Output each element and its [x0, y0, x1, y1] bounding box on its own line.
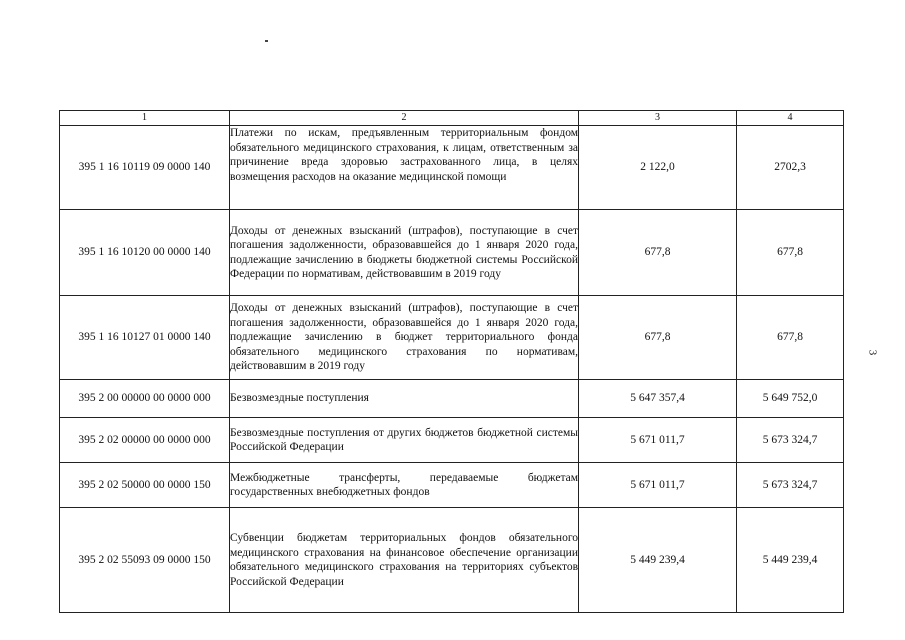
budget-code-cell: 395 2 02 55093 09 0000 150 — [60, 508, 230, 613]
budget-code-cell: 395 2 00 00000 00 0000 000 — [60, 380, 230, 418]
amount-col3-cell: 5 449 239,4 — [579, 508, 737, 613]
header-col-4: 4 — [737, 111, 844, 126]
table-header-row — [60, 111, 844, 126]
scan-artifact — [265, 40, 268, 42]
header-col-2: 2 — [230, 111, 579, 126]
header-col-1: 1 — [60, 111, 230, 126]
table-row — [60, 418, 844, 463]
amount-col3-cell: 2 122,0 — [579, 126, 737, 210]
amount-col4-cell: 2702,3 — [737, 126, 844, 210]
table-row — [60, 380, 844, 418]
revenue-table — [59, 110, 844, 613]
description-cell: Безвозмездные поступления от других бюджетов бюджетной системы Российской Федерации — [230, 418, 579, 463]
budget-code-cell: 395 2 02 00000 00 0000 000 — [60, 418, 230, 463]
budget-code-cell: 395 1 16 10119 09 0000 140 — [60, 126, 230, 210]
amount-col4-cell: 5 673 324,7 — [737, 418, 844, 463]
description-cell: Межбюджетные трансферты, передаваемые бюджетам государственных внебюджетных фондов — [230, 463, 579, 508]
budget-code-cell: 395 2 02 50000 00 0000 150 — [60, 463, 230, 508]
amount-col3-cell: 5 671 011,7 — [579, 418, 737, 463]
amount-col4-cell: 5 649 752,0 — [737, 380, 844, 418]
amount-col3-cell: 677,8 — [579, 210, 737, 296]
budget-code-cell: 395 1 16 10127 01 0000 140 — [60, 296, 230, 380]
budget-code-cell: 395 1 16 10120 00 0000 140 — [60, 210, 230, 296]
table-row — [60, 463, 844, 508]
amount-col4-cell: 5 449 239,4 — [737, 508, 844, 613]
amount-col4-cell: 677,8 — [737, 210, 844, 296]
table-row — [60, 508, 844, 613]
description-cell: Платежи по искам, предъявленным территориальным фондом обязательного медицинского страхования, к лицам, ответственным за причинение вреда здоровью застрахованного лица, в целях возмещения расходов на оказание медицинской помощи — [230, 126, 579, 210]
description-cell: Безвозмездные поступления — [230, 380, 579, 418]
amount-col3-cell: 5 647 357,4 — [579, 380, 737, 418]
header-col-3: 3 — [579, 111, 737, 126]
description-cell: Доходы от денежных взысканий (штрафов), поступающие в счет погашения задолженности, образовавшейся до 1 января 2020 года, подлежащие зачислению в бюджеты бюджетной системы Российской Федерации по нормативам, действовавшим в 2019 году — [230, 210, 579, 296]
table-row — [60, 126, 844, 210]
page-number: 3 — [866, 349, 879, 356]
description-cell: Субвенции бюджетам территориальных фондов обязательного медицинского страхования на финансовое обеспечение организации обязательного медицинского страхования на территориях субъектов Российской Федерации — [230, 508, 579, 613]
table-row — [60, 296, 844, 380]
amount-col3-cell: 5 671 011,7 — [579, 463, 737, 508]
amount-col4-cell: 677,8 — [737, 296, 844, 380]
amount-col4-cell: 5 673 324,7 — [737, 463, 844, 508]
description-cell: Доходы от денежных взысканий (штрафов), поступающие в счет погашения задолженности, образовавшейся до 1 января 2020 года, подлежащие зачислению в бюджет территориального фонда обязательного медицинского страхования по нормативам, действовавшим в 2019 году — [230, 296, 579, 380]
amount-col3-cell: 677,8 — [579, 296, 737, 380]
table-row — [60, 210, 844, 296]
